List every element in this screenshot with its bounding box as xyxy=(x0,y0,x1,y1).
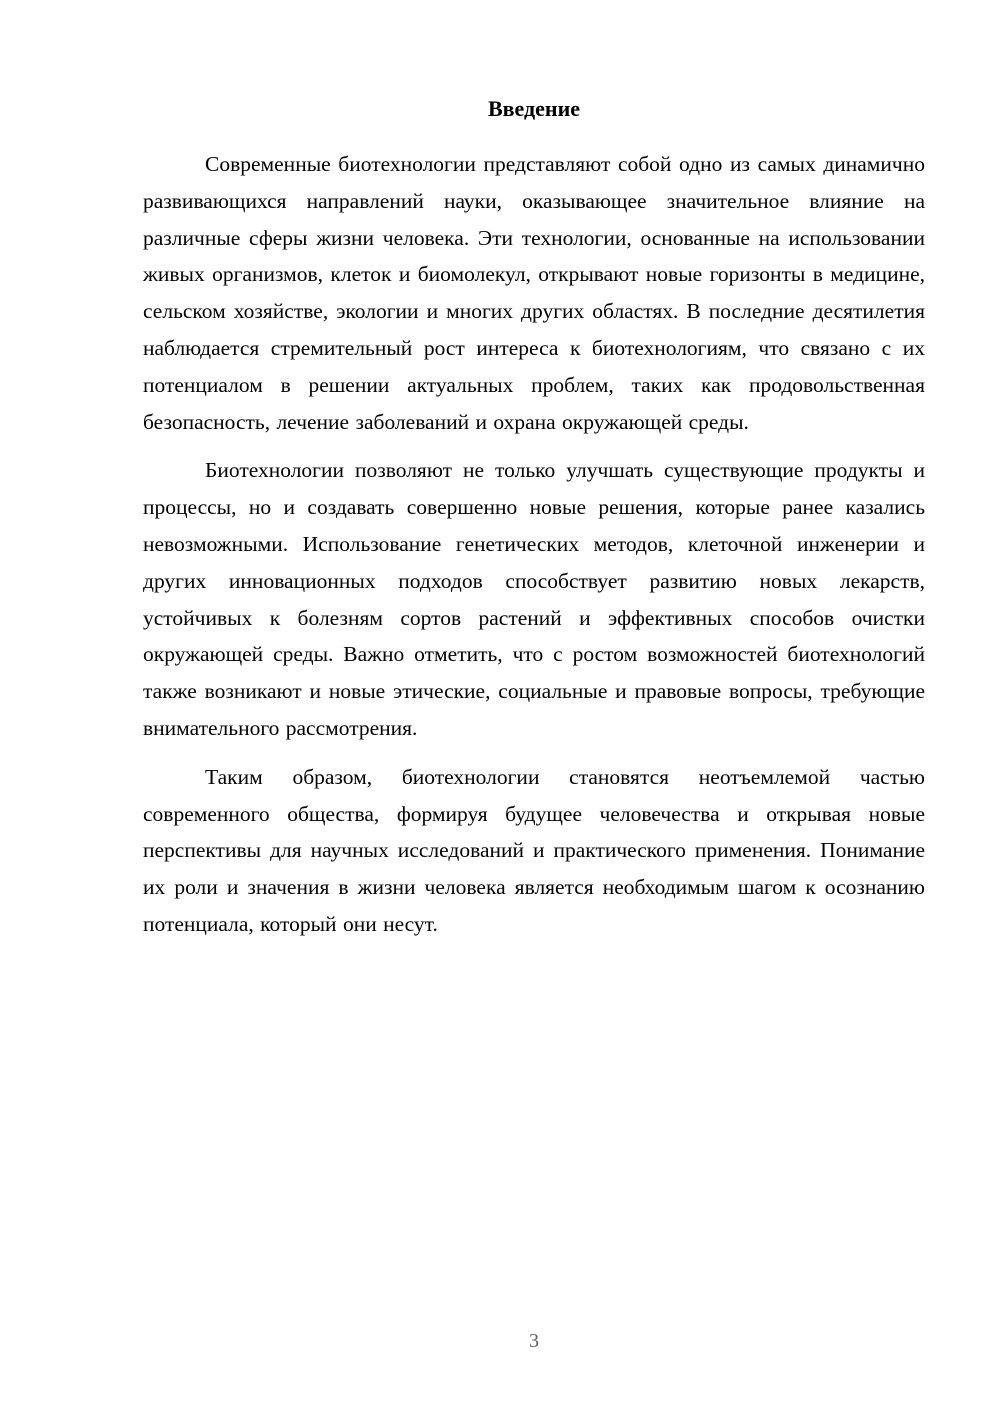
paragraph-2: Биотехнологии позволяют не только улучшать существующие продукты и процессы, но и создавать совершенно новые решения, которые ранее казались невозможными. Использование генетических методов, клеточной инженерии и других инновационных подходов способствует развитию новых лекарств, устойчивых к болезням сортов растений и эффективных способов очистки окружающей среды. Важно отметить, что с ростом возможностей биотехнологий также возникают и новые этические, социальные и правовые вопросы, требующие внимательного рассмотрения. xyxy=(143,458,925,740)
page-title: Введение xyxy=(487,96,581,121)
page-number: 3 xyxy=(529,1330,539,1352)
document-content xyxy=(143,96,925,955)
paragraph-1: Современные биотехнологии представляют собой одно из самых динамично развивающихся направлений науки, оказывающее значительное влияние на различные сферы жизни человека. Эти технологии, основанные на использовании живых организмов, клеток и биомолекул, открывают новые горизонты в медицине, сельском хозяйстве, экологии и многих других областях. В последние десятилетия наблюдается стремительный рост интереса к биотехнологиям, что связано с их потенциалом в решении актуальных проблем, таких как продовольственная безопасность, лечение заболеваний и охрана окружающей среды. xyxy=(143,152,925,434)
paragraph-3: Таким образом, биотехнологии становятся неотъемлемой частью современного общества, формируя будущее человечества и открывая новые перспективы для научных исследований и практического применения. Понимание их роли и значения в жизни человека является необходимым шагом к осознанию потенциала, который они несут. xyxy=(143,764,925,936)
